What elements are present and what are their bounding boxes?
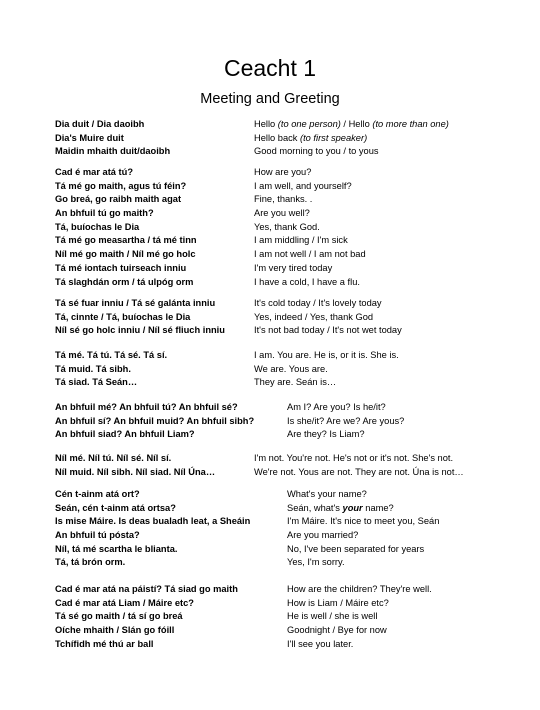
section — [0, 452, 540, 479]
english-translation — [287, 401, 386, 415]
irish-phrase: An bhfuil sí? An bhfuil muid? An bhfuil sibh? — [55, 415, 255, 426]
translation-segment: Seán, what's — [287, 502, 343, 513]
english-translation — [254, 180, 352, 194]
translation-segment: He is well / she is well — [287, 611, 378, 622]
phrase-row — [0, 118, 540, 132]
english-translation — [254, 363, 328, 377]
phrase-row — [0, 583, 540, 597]
english-translation — [254, 248, 366, 262]
english-translation — [287, 583, 432, 597]
irish-phrase: Tá slaghdán orm / tá ulpóg orm — [55, 276, 194, 287]
translation-segment: Hello back — [254, 132, 300, 143]
phrase-row — [0, 193, 540, 207]
section — [0, 297, 540, 338]
phrase-row — [0, 466, 540, 480]
translation-segment: Are you married? — [287, 530, 359, 541]
section — [0, 118, 540, 159]
irish-phrase: Maidin mhaith duit/daoibh — [55, 146, 171, 157]
irish-phrase: Tá muid. Tá sibh. — [55, 363, 131, 374]
english-translation — [254, 193, 312, 207]
phrase-row — [0, 502, 540, 516]
irish-phrase: Dia duit / Dia daoibh — [55, 119, 145, 129]
irish-phrase: Níl mé. Níl tú. Níl sé. Níl sí. — [55, 453, 172, 463]
irish-phrase: Cad é mar atá tú? — [55, 167, 134, 177]
translation-segment: I am not well / I am not bad — [254, 249, 366, 260]
section — [0, 401, 540, 442]
translation-segment: I'm Máire. It's nice to meet you, Seán — [287, 516, 440, 527]
irish-phrase: An bhfuil tú go maith? — [55, 208, 154, 219]
english-translation — [287, 488, 367, 502]
phrase-row — [0, 180, 540, 194]
english-translation — [254, 207, 310, 221]
english-translation — [254, 311, 373, 325]
phrase-row — [0, 415, 540, 429]
english-translation — [287, 610, 377, 624]
english-translation — [287, 638, 353, 652]
english-translation — [287, 502, 394, 516]
phrase-row — [0, 166, 540, 180]
irish-phrase: Seán, cén t-ainm atá ortsa? — [55, 502, 176, 513]
section — [0, 166, 540, 289]
english-translation — [254, 349, 399, 363]
english-translation — [254, 262, 332, 276]
english-translation — [287, 428, 365, 442]
english-translation — [254, 376, 336, 390]
phrase-row — [0, 624, 540, 638]
irish-phrase: Tá siad. Tá Seán… — [55, 377, 138, 388]
phrase-row — [0, 556, 540, 570]
phrase-row — [0, 324, 540, 338]
phrase-row — [0, 363, 540, 377]
translation-segment: Are you well? — [254, 208, 310, 219]
irish-phrase: An bhfuil siad? An bhfuil Liam? — [55, 429, 195, 440]
english-translation — [254, 118, 449, 132]
english-translation — [287, 415, 404, 429]
english-translation — [287, 515, 439, 529]
phrase-row — [0, 221, 540, 235]
irish-phrase: Tá mé go measartha / tá mé tinn — [55, 235, 197, 246]
translation-segment: How are the children? They're well. — [287, 584, 432, 594]
translation-segment: It's cold today / It's lovely today — [254, 298, 382, 308]
translation-segment: Good morning to you / to yous — [254, 146, 379, 157]
translation-segment: Are they? Is Liam? — [287, 429, 365, 440]
phrase-row — [0, 234, 540, 248]
phrase-row — [0, 276, 540, 290]
translation-segment: / Hello — [340, 119, 373, 129]
english-translation — [254, 221, 320, 235]
english-translation — [287, 543, 424, 557]
phrase-row — [0, 207, 540, 221]
translation-segment: I am. You are. He is, or it is. She is. — [254, 350, 399, 360]
irish-phrase: Go breá, go raibh maith agat — [55, 194, 182, 205]
phrase-row — [0, 248, 540, 262]
translation-segment: They are. Seán is… — [254, 377, 337, 388]
phrase-row — [0, 529, 540, 543]
phrase-row — [0, 428, 540, 442]
irish-phrase: Níl sé go holc inniu / Níl sé fliuch inniu — [55, 325, 225, 336]
english-translation — [254, 166, 311, 180]
phrase-row — [0, 145, 540, 159]
irish-phrase: Tá mé. Tá tú. Tá sé. Tá sí. — [55, 350, 168, 360]
translation-segment: Am I? Are you? Is he/it? — [287, 402, 386, 412]
irish-phrase: Níl mé go maith / Níl mé go holc — [55, 249, 196, 260]
translation-segment: Is she/it? Are we? Are yous? — [287, 415, 405, 426]
irish-phrase: Is mise Máire. Is deas bualadh leat, a Sheáin — [55, 516, 251, 527]
translation-segment: I'll see you later. — [287, 638, 354, 649]
translation-segment: (to one person) — [277, 119, 341, 129]
irish-phrase: Tá mé go maith, agus tú féin? — [55, 180, 187, 191]
translation-segment: (to more than one) — [372, 119, 449, 129]
phrase-row — [0, 297, 540, 311]
english-translation — [254, 234, 348, 248]
lesson-title: Ceacht 1 — [223, 55, 317, 81]
translation-segment: Yes, I'm sorry. — [287, 557, 345, 568]
english-translation — [254, 297, 382, 311]
translation-segment: It's not bad today / It's not wet today — [254, 325, 402, 336]
irish-phrase: Tá, cinnte / Tá, buíochas le Dia — [55, 311, 191, 322]
irish-phrase: Tá mé iontach tuirseach inniu — [55, 262, 187, 273]
translation-segment: I have a cold, I have a flu. — [254, 276, 360, 287]
english-translation — [287, 597, 389, 611]
english-translation — [287, 556, 345, 570]
translation-segment: I'm very tired today — [254, 262, 333, 273]
phrase-row — [0, 401, 540, 415]
translation-segment: (to first speaker) — [300, 132, 368, 143]
translation-segment: I'm not. You're not. He's not or it's not. She's not. — [254, 453, 454, 463]
phrase-row — [0, 376, 540, 390]
translation-segment: Goodnight / Bye for now — [287, 625, 387, 636]
english-translation — [254, 132, 367, 146]
english-translation — [254, 276, 360, 290]
translation-segment: I am middling / I'm sick — [254, 235, 348, 246]
irish-phrase: Tá, buíochas le Dia — [55, 221, 140, 232]
english-translation — [287, 624, 387, 638]
phrase-row — [0, 349, 540, 363]
translation-segment: Fine, thanks. . — [254, 194, 313, 205]
irish-phrase: An bhfuil tú pósta? — [55, 530, 140, 541]
english-translation — [254, 452, 453, 466]
lesson-subtitle: Meeting and Greeting — [200, 91, 340, 107]
section — [0, 488, 540, 570]
translation-segment: No, I've been separated for years — [287, 543, 425, 554]
phrase-row — [0, 488, 540, 502]
irish-phrase: Dia's Muire duit — [55, 132, 124, 143]
irish-phrase: Cad é mar atá na páistí? Tá siad go maith — [55, 584, 238, 594]
irish-phrase: Tá sé fuar inniu / Tá sé galánta inniu — [55, 298, 216, 308]
translation-segment: What's your name? — [287, 489, 367, 499]
phrase-row — [0, 262, 540, 276]
translation-segment: name? — [362, 502, 394, 513]
phrase-row — [0, 132, 540, 146]
phrase-row — [0, 610, 540, 624]
translation-segment: We are. Yous are. — [254, 363, 328, 374]
section — [0, 583, 540, 651]
irish-phrase: Níl muid. Níl sibh. Níl siad. Níl Úna… — [55, 466, 216, 477]
irish-phrase: An bhfuil mé? An bhfuil tú? An bhfuil sé? — [55, 402, 238, 412]
irish-phrase: Tchífidh mé thú ar ball — [55, 638, 154, 649]
phrase-row — [0, 452, 540, 466]
translation-segment: Hello — [254, 119, 278, 129]
translation-segment: We're not. Yous are not. They are not. Úna is not… — [254, 466, 464, 477]
phrase-row — [0, 515, 540, 529]
section — [0, 349, 540, 390]
phrase-row — [0, 638, 540, 652]
english-translation — [254, 324, 402, 338]
translation-segment: I am well, and yourself? — [254, 180, 352, 191]
irish-phrase: Cad é mar atá Liam / Máire etc? — [55, 597, 194, 608]
irish-phrase: Cén t-ainm atá ort? — [55, 489, 140, 499]
english-translation — [287, 529, 358, 543]
irish-phrase: Oíche mhaith / Slán go fóill — [55, 625, 175, 636]
english-translation — [254, 145, 379, 159]
phrase-row — [0, 543, 540, 557]
irish-phrase: Tá, tá brón orm. — [55, 557, 126, 568]
phrase-row — [0, 597, 540, 611]
translation-segment: How is Liam / Máire etc? — [287, 597, 389, 608]
translation-segment: your — [342, 502, 363, 513]
translation-segment: Yes, thank God. — [254, 221, 320, 232]
irish-phrase: Níl, tá mé scartha le blianta. — [55, 543, 178, 554]
phrase-row — [0, 311, 540, 325]
english-translation — [254, 466, 464, 480]
translation-segment: How are you? — [254, 167, 312, 177]
irish-phrase: Tá sé go maith / tá sí go breá — [55, 611, 183, 622]
translation-segment: Yes, indeed / Yes, thank God — [254, 311, 374, 322]
